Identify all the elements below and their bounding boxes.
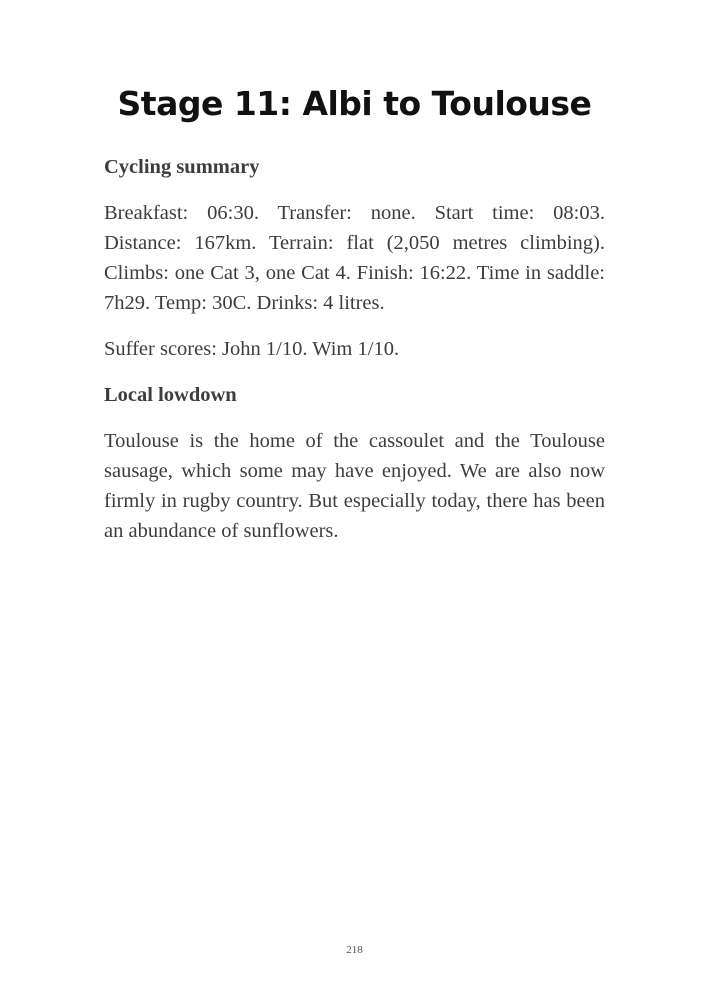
- local-lowdown-body: Toulouse is the home of the cassoulet and the Toulouse sausage, which some may have enjoyed. We are also now firmly in rugby country. But especially today, there has been an abundance of sunflowers.: [104, 430, 605, 542]
- cycling-summary-details: Breakfast: 06:30. Transfer: none. Start time: 08:03. Distance: 167km. Terrain: flat (2,050 metres climbing). Climbs: one Cat 3, one Cat 4. Finish: 16:22. Time in saddle: 7h29. Temp: 30C. Drinks: 4 litres.: [104, 202, 605, 314]
- page-content: [104, 152, 605, 562]
- cycling-summary-heading: Cycling summary: [104, 156, 260, 178]
- local-lowdown-heading: Local lowdown: [104, 384, 237, 406]
- suffer-scores: Suffer scores: John 1/10. Wim 1/10.: [104, 338, 400, 360]
- page-title: Stage 11: Albi to Toulouse: [117, 84, 592, 123]
- page-number: 218: [346, 944, 363, 956]
